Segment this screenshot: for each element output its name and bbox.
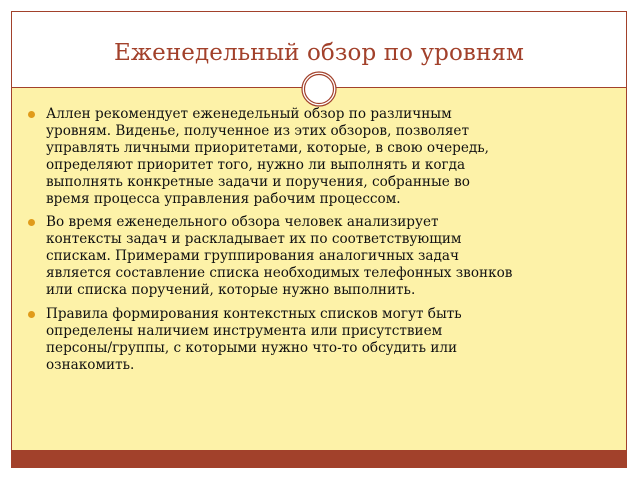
- bullet-line: спискам. Примерами группирования аналогичных задач: [46, 248, 459, 265]
- bullet-line: является составление списка необходимых телефонных звонков: [46, 265, 513, 282]
- bullet-line: Правила формирования контекстных списков могут быть: [46, 305, 462, 322]
- bullet-line: время процесса управления рабочим процессом.: [46, 190, 401, 207]
- bullet-line: персоны/группы, с которыми нужно что-то обсудить или: [46, 339, 458, 356]
- slide-title: Еженедельный обзор по уровням: [114, 40, 524, 66]
- bullet-line: Аллен рекомендует еженедельный обзор по различным: [46, 106, 452, 122]
- bullet-line: управлять личными приоритетами, которые, в свою очередь,: [46, 139, 489, 156]
- frame-right: [626, 11, 627, 468]
- bullet-item: [26, 106, 606, 207]
- bullet-line: определяют приоритет того, нужно ли выполнять и когда: [46, 156, 466, 173]
- bullet-line: выполнять конкретные задачи и поручения, собранные во: [46, 173, 470, 190]
- bullet-line: определены наличием инструмента или присутствием: [46, 322, 443, 339]
- bullet-item: [26, 306, 606, 374]
- bullet-list: [26, 106, 606, 381]
- frame-left: [11, 11, 12, 468]
- bullet-dot-icon: [28, 311, 35, 318]
- bullet-line: ознакомить.: [46, 356, 135, 373]
- bullet-line: или списка поручений, которые нужно выполнить.: [46, 282, 416, 299]
- bullet-item: [26, 214, 606, 299]
- bullet-dot-icon: [28, 219, 35, 226]
- bullet-dot-icon: [28, 111, 35, 118]
- bottom-bar: [11, 450, 627, 468]
- frame-top: [11, 11, 627, 12]
- bullet-line: контексты задач и раскладывает их по соответствующим: [46, 231, 462, 248]
- content-area: [12, 88, 626, 450]
- bullet-line: Во время еженедельного обзора человек анализирует: [46, 214, 439, 231]
- circle-ornament-icon: [301, 71, 337, 112]
- bullet-line: уровням. Виденье, полученное из этих обзоров, позволяет: [46, 122, 469, 139]
